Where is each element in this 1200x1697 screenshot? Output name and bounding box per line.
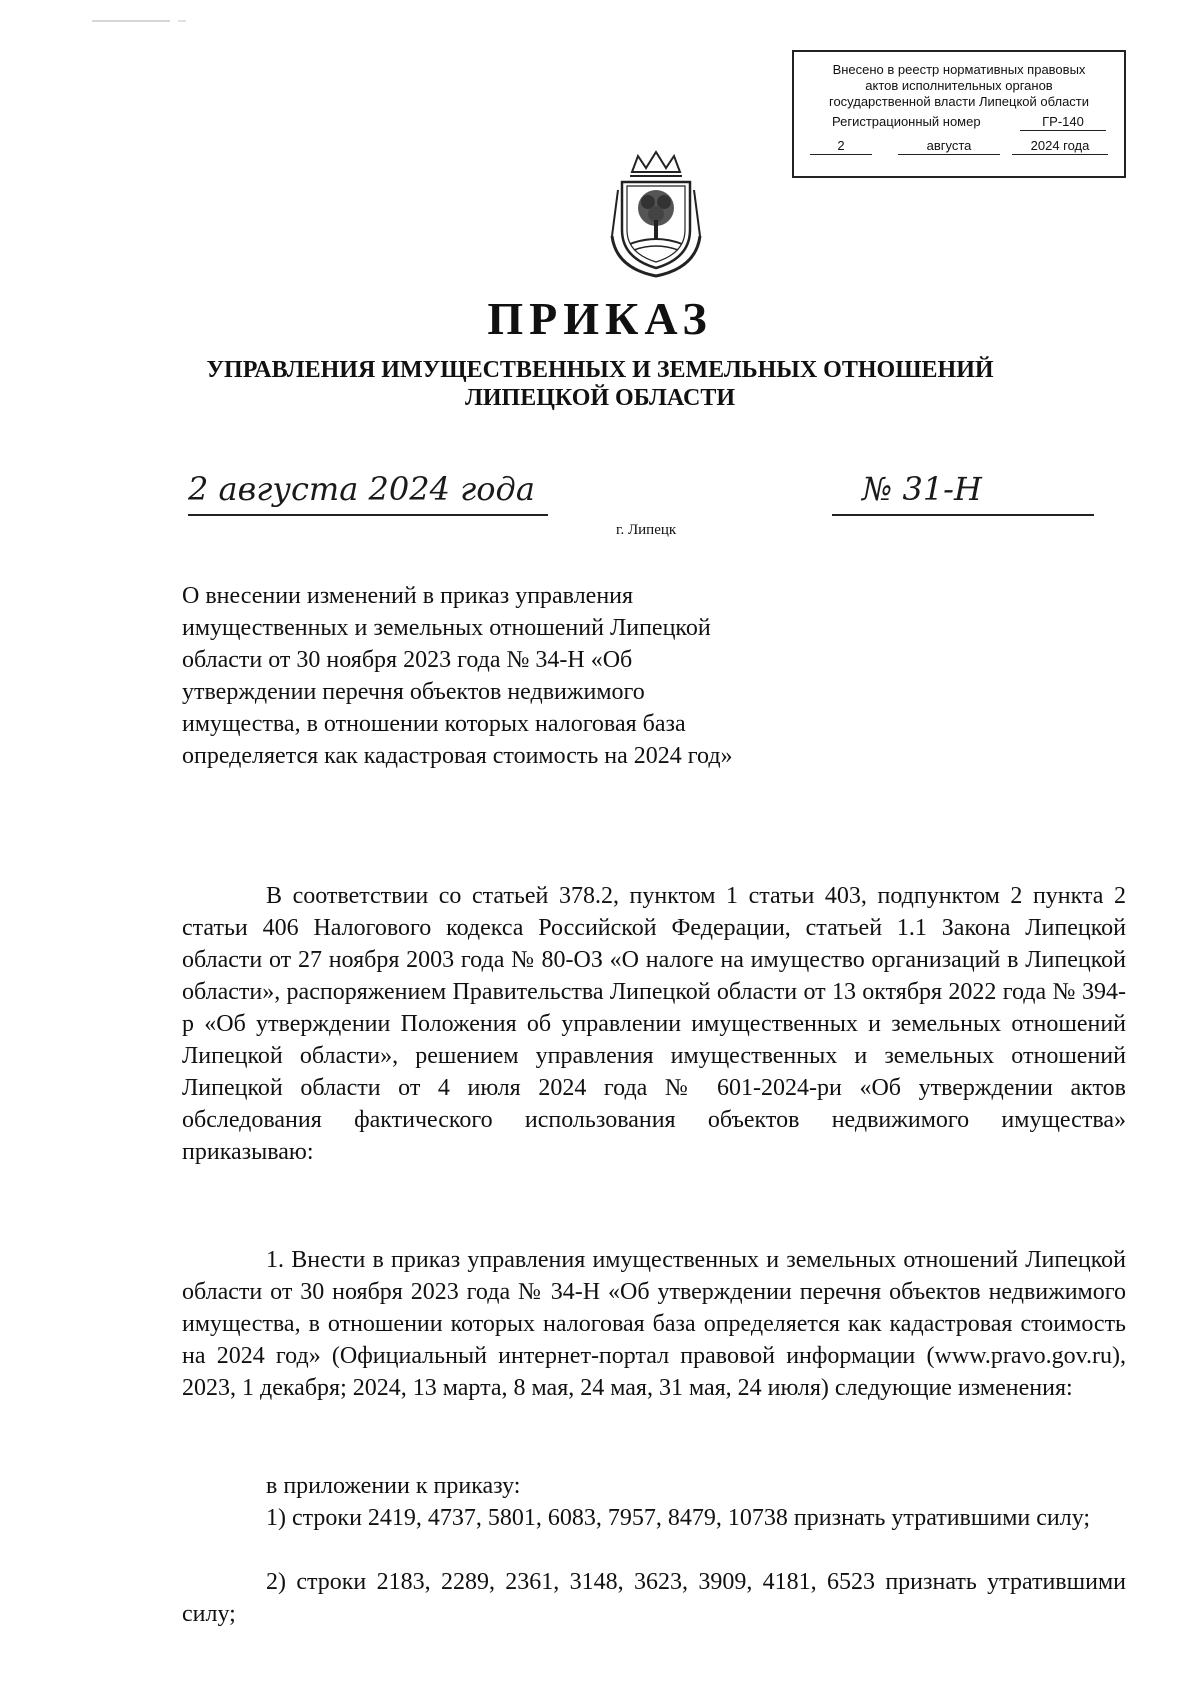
stamp-reg-row [802,112,1116,134]
city-label: г. Липецк [616,522,677,538]
stamp-day: 2 [810,138,872,155]
subitem-1: 1) строки 2419, 4737, 5801, 6083, 7957, 8479, 10738 признать утратившими силу; [266,1505,1091,1531]
document-title: ПРИКАЗ [487,293,713,344]
scan-artifact [178,20,186,22]
number-underline [832,514,1094,516]
stamp-date-row [802,136,1116,158]
appendix-intro: в приложении к приказу: [266,1473,521,1499]
handwritten-date: 2 августа 2024 года [188,470,535,508]
stamp-reg-label: Регистрационный номер [832,114,981,129]
handwritten-number: № 31-Н [862,470,982,508]
document-subject: О внесении изменений в приказ управления имущественных и земельных отношений Липецкой области от 30 ноября 2023 года № 34-Н «Об утверждении перечня объектов недвижимого имущества, в отношении которых налоговая база определяется как кадастровая стоимость на 2024 год» [182,583,733,769]
stamp-month: августа [898,138,1000,155]
lipetsk-coat-of-arms-icon [606,150,706,280]
org-line-1: УПРАВЛЕНИЯ ИМУЩЕСТВЕННЫХ И ЗЕМЕЛЬНЫХ ОТНОШЕНИЙ [206,357,994,383]
stamp-reg-number: ГР-140 [1020,114,1106,131]
preamble-paragraph: В соответствии со статьей 378.2, пунктом 1 статьи 403, подпунктом 2 пункта 2 статьи 406 Налогового кодекса Российской Федерации, статьей 1.1 Закона Липецкой области от 27 ноября 2003 года № 80-ОЗ «О налоге на имущество организаций в Липецкой области», распоряжением Правительства Липецкой области от 13 октября 2022 года № 394-р «Об утверждении Положения об управлении имущественных и земельных отношений Липецкой области», решением управления имущественных и земельных отношений Липецкой области от 4 июля 2024 года № 601-2024-ри «Об утверждении актов обследования фактического использования объектов недвижимого имущества» приказываю: [182,883,1126,1165]
stamp-year: 2024 года [1012,138,1108,155]
subitem-2: 2) строки 2183, 2289, 2361, 3148, 3623, 3909, 4181, 6523 признать утратившими силу; [182,1569,1126,1627]
issuing-organization [0,356,1200,412]
date-underline [188,514,548,516]
stamp-line-3: государственной власти Липецкой области [828,94,1090,109]
org-line-2: ЛИПЕЦКОЙ ОБЛАСТИ [465,385,735,411]
registration-stamp [792,50,1126,178]
scan-artifact [92,20,170,22]
stamp-line-1: Внесено в реестр нормативных правовых [832,62,1086,77]
stamp-line-2: актов исполнительных органов [865,78,1053,93]
item-1-paragraph: 1. Внести в приказ управления имущественных и земельных отношений Липецкой области от 30 ноября 2023 года № 34-Н «Об утверждении перечня объектов недвижимого имущества, в отношении которых налоговая база определяется как кадастровая стоимость на 2024 год» (Официальный интернет-портал правовой информации (www.pravo.gov.ru), 2023, 1 декабря; 2024, 13 марта, 8 мая, 24 мая, 31 мая, 24 июля) следующие изменения: [182,1247,1126,1401]
